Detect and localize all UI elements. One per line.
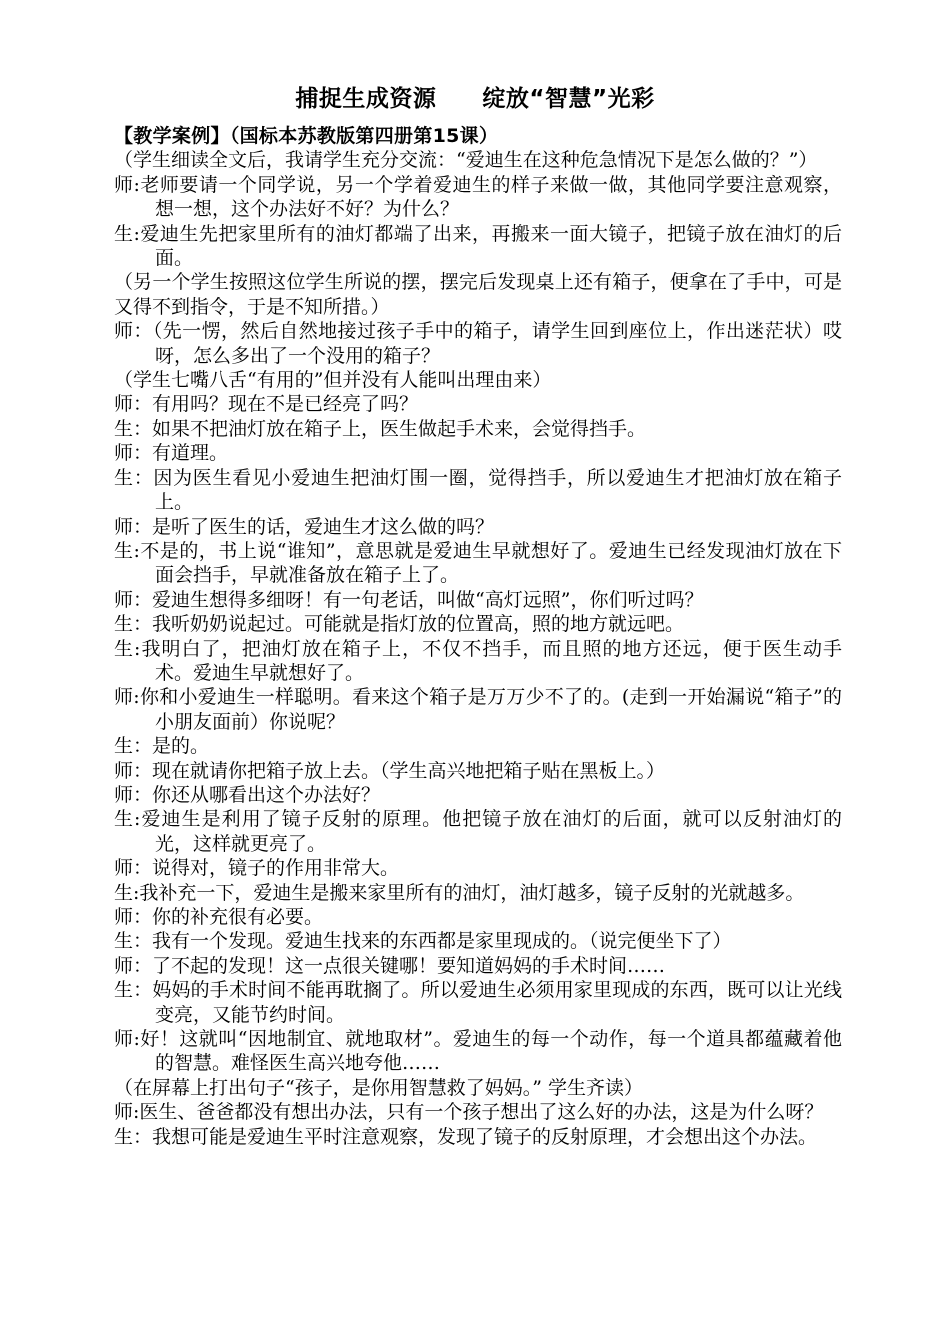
line-text: 我补充一下，爱迪生是搬来家里所有的油灯，油灯越多，镜子反射的光就越多。 [139, 881, 805, 904]
speaker-label: 生： [114, 930, 153, 953]
dialogue-line [114, 392, 842, 416]
narration-line [114, 368, 842, 392]
line-text: 老师要请一个同学说，另一个学着爱迪生的样子来做一做，其他同学要注意观察，想一想，这个办法好不好？为什么？ [139, 173, 842, 221]
speaker-label: 生: [114, 539, 140, 562]
document-title [0, 84, 950, 114]
line-text: 是的。 [152, 735, 210, 758]
speaker-label: 生： [114, 613, 153, 636]
line-text: 有用吗？现在不是已经亮了吗？ [152, 393, 419, 416]
line-text: 你还从哪看出这个办法好？ [152, 783, 381, 806]
speaker-label: 生: [114, 808, 141, 831]
dialogue-line [114, 417, 842, 441]
dialogue-line [114, 685, 842, 734]
line-text: 好！这就叫“因地制宜、就地取材”。爱迪生的每一个动作，每一个道具都蕴藏着他的智慧。难怪医生高兴地夸他…… [139, 1028, 842, 1075]
dialogue-line [114, 734, 842, 758]
dialogue-line [114, 783, 842, 807]
line-text: 我听奶奶说起过。可能就是指灯放的位置高，照的地方就远吧。 [152, 613, 685, 636]
speaker-label: 师： [114, 515, 153, 538]
line-text: （学生细读全文后，我请学生充分交流：“爱迪生在这种危急情况下是怎么做的？”） [114, 149, 818, 172]
dialogue-line [114, 539, 842, 588]
speaker-label: 师： [114, 759, 153, 782]
dialogue-line [114, 222, 842, 271]
line-text: 不是的，书上说“谁知”，意思就是爱迪生早就想好了。爱迪生已经发现油灯放在下面会挡手，早就准备放在箱子上了。 [139, 539, 842, 587]
dialogue-line [114, 173, 842, 222]
speaker-label: 师： [114, 906, 153, 928]
narration-line [114, 270, 842, 319]
dialogue-line [114, 466, 842, 515]
dialogue-line [114, 441, 842, 465]
line-text: （学生七嘴八舌“有用的”但并没有人能叫出理由来） [114, 369, 552, 392]
dialogue-line [114, 881, 842, 905]
line-text: 爱迪生想得多细呀！有一句老话，叫做“高灯远照”，你们听过吗？ [152, 588, 704, 611]
line-text: 医生、爸爸都没有想出办法，只有一个孩子想出了这么好的办法，这是为什么呀？ [139, 1101, 824, 1124]
line-text: 如果不把油灯放在箱子上，医生做起手术来，会觉得挡手。 [152, 417, 647, 440]
speaker-label: 师： [114, 857, 153, 880]
line-text: 我想可能是爱迪生平时注意观察，发现了镜子的反射原理，才会想出这个办法。 [152, 1125, 818, 1148]
line-text: 我有一个发现。爱迪生找来的东西都是家里现成的。（说完便坐下了） [152, 930, 732, 953]
speaker-label: 师: [114, 173, 140, 196]
speaker-label: 师: [114, 686, 140, 709]
title-part-2: 绽放“智慧”光彩 [482, 86, 655, 112]
dialogue-line [114, 319, 842, 368]
line-text: 因为医生看见小爱迪生把油灯围一圈，觉得挡手，所以爱迪生才把油灯放在箱子上。 [153, 466, 842, 514]
title-part-1: 捕捉生成资源 [295, 86, 437, 112]
speaker-label: 师： [114, 783, 153, 806]
case-heading [114, 124, 842, 148]
line-text: 妈妈的手术时间不能再耽搁了。所以爱迪生必须用家里现成的东西，既可以让光线变亮，又能节约时间。 [152, 979, 842, 1026]
narration-line [114, 1076, 842, 1100]
line-text: 有道理。 [152, 442, 229, 465]
speaker-label: 生： [114, 466, 154, 489]
speaker-label: 生： [114, 417, 153, 440]
document-body [114, 124, 842, 1149]
line-text: 爱迪生是利用了镜子反射的原理。他把镜子放在油灯的后面，就可以反射油灯的光，这样就更亮了。 [140, 808, 842, 855]
speaker-label: 师： [114, 954, 153, 977]
speaker-label: 生： [114, 1125, 153, 1148]
line-text: （在屏幕上打出句子“孩子，是你用智慧救了妈妈。” 学生齐读） [114, 1076, 643, 1099]
dialogue-line [114, 978, 842, 1027]
line-text: （另一个学生按照这位学生所说的摆，摆完后发现桌上还有箱子，便拿在了手中，可是又得不到指令，于是不知所措。） [114, 271, 842, 318]
dialogue-line [114, 637, 842, 686]
dialogue-line [114, 515, 842, 539]
dialogue-line [114, 588, 842, 612]
speaker-label: 师： [114, 320, 153, 343]
speaker-label: 生： [114, 735, 153, 758]
line-text: 爱迪生先把家里所有的油灯都端了出来，再搬来一面大镜子，把镜子放在油灯的后面。 [139, 222, 842, 270]
line-text: （先一愣，然后自然地接过孩子手中的箱子，请学生回到座位上，作出迷茫状）哎呀，怎么多出了一个没用的箱子？ [152, 320, 842, 367]
speaker-label: 生： [114, 979, 153, 1002]
speaker-label: 生: [114, 637, 141, 660]
dialogue-line [114, 954, 842, 978]
dialogue-line [114, 905, 842, 929]
line-text: 你的补充很有必要。 [152, 906, 324, 928]
line-text: 了不起的发现！这一点很关键哪！要知道妈妈的手术时间…… [152, 954, 666, 977]
speaker-label: 师： [114, 393, 153, 416]
line-text: 是听了医生的话，爱迪生才这么做的吗？ [152, 515, 495, 538]
narration-line [114, 148, 842, 172]
line-text: 你和小爱迪生一样聪明。看来这个箱子是万万少不了的。(走到一开始漏说“箱子”的小朋友面前）你说呢？ [139, 686, 843, 733]
line-text: 说得对，镜子的作用非常大。 [152, 857, 400, 880]
dialogue-line [114, 1125, 842, 1149]
dialogue-line [114, 929, 842, 953]
dialogue-line [114, 807, 842, 856]
dialogue-line [114, 759, 842, 783]
speaker-label: 生: [114, 222, 140, 245]
speaker-label: 师: [114, 1101, 140, 1124]
line-text: 现在就请你把箱子放上去。（学生高兴地把箱子贴在黑板上。） [152, 759, 666, 782]
dialogue-line [114, 856, 842, 880]
dialogue-line [114, 1027, 842, 1076]
speaker-label: 师： [114, 442, 153, 465]
speaker-label: 师: [114, 1028, 140, 1051]
case-heading-label: 【教学案例】 [114, 125, 230, 147]
line-text: 我明白了，把油灯放在箱子上，不仅不挡手，而且照的地方还远，便于医生动手术。爱迪生早就想好了。 [140, 637, 842, 684]
dialogue-list [114, 148, 842, 1149]
speaker-label: 生: [114, 881, 140, 904]
dialogue-line [114, 612, 842, 636]
speaker-label: 师： [114, 588, 153, 611]
case-heading-source: （国标本苏教版第四册第15课） [229, 125, 499, 147]
dialogue-line [114, 1100, 842, 1124]
